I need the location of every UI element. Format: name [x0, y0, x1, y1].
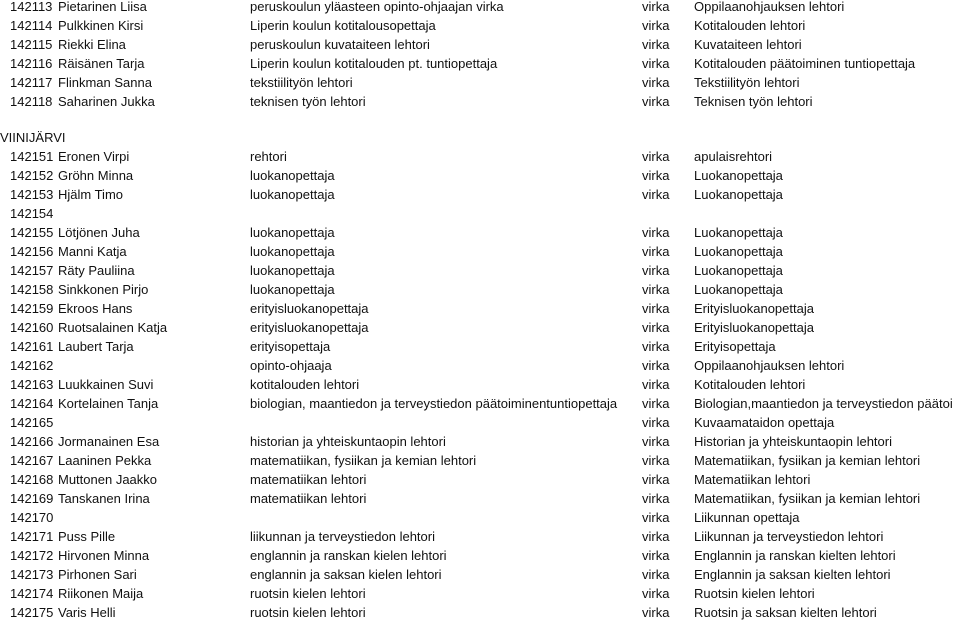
position-id-cell: 142115 — [10, 37, 53, 52]
position-id-cell: 142158 — [10, 282, 54, 297]
person-name-cell: Riikonen Maija — [58, 586, 144, 601]
position-id-cell: 142171 — [10, 529, 54, 544]
new-post-cell: Matematiikan, fysiikan ja kemian lehtori — [694, 491, 921, 506]
current-title-cell: luokanopettaja — [250, 244, 335, 259]
position-id-cell: 142154 — [10, 206, 54, 221]
new-post-cell: Biologian,maantiedon ja terveystiedon päätoi — [694, 396, 953, 411]
person-name-cell: Eronen Virpi — [58, 149, 130, 164]
current-title-cell: erityisopettaja — [250, 339, 331, 354]
table-row — [0, 73, 960, 92]
position-id-cell: 142172 — [10, 548, 54, 563]
position-id-cell: 142117 — [10, 75, 53, 90]
table-row — [0, 356, 960, 375]
table-row — [0, 280, 960, 299]
employment-type-cell: virka — [642, 225, 670, 240]
current-title-cell: kotitalouden lehtori — [250, 377, 360, 392]
new-post-cell: Englannin ja saksan kielten lehtori — [694, 567, 891, 582]
new-post-cell: Teknisen työn lehtori — [694, 94, 813, 109]
person-name-cell: Ekroos Hans — [58, 301, 133, 316]
position-id-cell: 142113 — [10, 0, 53, 14]
employment-type-cell: virka — [642, 472, 670, 487]
current-title-cell: liikunnan ja terveystiedon lehtori — [250, 529, 435, 544]
employment-type-cell: virka — [642, 586, 670, 601]
position-id-cell: 142170 — [10, 510, 54, 525]
new-post-cell: Historian ja yhteiskuntaopin lehtori — [694, 434, 892, 449]
new-post-cell: Ruotsin ja saksan kielten lehtori — [694, 605, 877, 620]
position-id-cell: 142167 — [10, 453, 54, 468]
employment-type-cell: virka — [642, 168, 670, 183]
new-post-cell: Luokanopettaja — [694, 282, 783, 297]
person-name-cell: Luukkainen Suvi — [58, 377, 154, 392]
current-title-cell: rehtori — [250, 149, 287, 164]
new-post-cell: Luokanopettaja — [694, 263, 783, 278]
person-name-cell: Jormanainen Esa — [58, 434, 160, 449]
new-post-cell: Ruotsin kielen lehtori — [694, 586, 815, 601]
new-post-cell: Matematiikan, fysiikan ja kemian lehtori — [694, 453, 921, 468]
position-id-cell: 142156 — [10, 244, 54, 259]
employment-type-cell: virka — [642, 605, 670, 620]
current-title-cell: matematiikan lehtori — [250, 472, 367, 487]
new-post-cell: Englannin ja ranskan kielten lehtori — [694, 548, 896, 563]
person-name-cell: Muttonen Jaakko — [58, 472, 158, 487]
current-title-cell: erityisluokanopettaja — [250, 301, 369, 316]
table-row — [0, 394, 960, 413]
person-name-cell: Pirhonen Sari — [58, 567, 137, 582]
current-title-cell: Liperin koulun kotitalousopettaja — [250, 18, 436, 33]
table-row — [0, 470, 960, 489]
current-title-cell: luokanopettaja — [250, 187, 335, 202]
current-title-cell: teknisen työn lehtori — [250, 94, 366, 109]
position-id-cell: 142165 — [10, 415, 54, 430]
employment-type-cell: virka — [642, 282, 670, 297]
person-name-cell: Laubert Tarja — [58, 339, 134, 354]
person-name-cell: Räty Pauliina — [58, 263, 135, 278]
employment-type-cell: virka — [642, 0, 670, 14]
employment-type-cell: virka — [642, 56, 670, 71]
employment-type-cell: virka — [642, 510, 670, 525]
employment-type-cell: virka — [642, 339, 670, 354]
current-title-cell: biologian, maantiedon ja terveystiedon päätoiminentuntiopettaja — [250, 396, 618, 411]
person-name-cell: Saharinen Jukka — [58, 94, 155, 109]
table-row — [0, 261, 960, 280]
new-post-cell: Kuvataiteen lehtori — [694, 37, 802, 52]
table-row — [0, 337, 960, 356]
person-name-cell: Kortelainen Tanja — [58, 396, 159, 411]
position-id-cell: 142162 — [10, 358, 54, 373]
current-title-cell: peruskoulun yläasteen opinto-ohjaajan virka — [250, 0, 504, 14]
position-id-cell: 142174 — [10, 586, 54, 601]
table-row — [0, 508, 960, 527]
position-id-cell: 142163 — [10, 377, 54, 392]
employment-type-cell: virka — [642, 18, 670, 33]
new-post-cell: Liikunnan opettaja — [694, 510, 800, 525]
current-title-cell: matematiikan, fysiikan ja kemian lehtori — [250, 453, 477, 468]
employment-type-cell: virka — [642, 149, 670, 164]
new-post-cell: Luokanopettaja — [694, 168, 783, 183]
table-row — [0, 584, 960, 603]
table-row — [0, 489, 960, 508]
person-name-cell: Manni Katja — [58, 244, 127, 259]
employment-type-cell: virka — [642, 37, 670, 52]
table-row — [0, 16, 960, 35]
person-name-cell: Gröhn Minna — [58, 168, 134, 183]
new-post-cell: Kuvaamataidon opettaja — [694, 415, 835, 430]
new-post-cell: Kotitalouden lehtori — [694, 18, 806, 33]
employment-type-cell: virka — [642, 358, 670, 373]
table-row — [0, 204, 960, 223]
current-title-cell: opinto-ohjaaja — [250, 358, 332, 373]
section-heading: VIINIJÄRVI — [0, 130, 66, 145]
new-post-cell: Erityisluokanopettaja — [694, 320, 814, 335]
position-id-cell: 142114 — [10, 18, 53, 33]
table-row — [0, 432, 960, 451]
table-row — [0, 318, 960, 337]
position-id-cell: 142160 — [10, 320, 54, 335]
table-row — [0, 185, 960, 204]
person-name-cell: Varis Helli — [58, 605, 116, 620]
employment-type-cell: virka — [642, 415, 670, 430]
person-name-cell: Räisänen Tarja — [58, 56, 145, 71]
employment-type-cell: virka — [642, 94, 670, 109]
new-post-cell: Oppilaanohjauksen lehtori — [694, 358, 845, 373]
employment-type-cell: virka — [642, 75, 670, 90]
new-post-cell: Luokanopettaja — [694, 225, 783, 240]
table-row — [0, 299, 960, 318]
position-id-cell: 142116 — [10, 56, 53, 71]
person-name-cell: Sinkkonen Pirjo — [58, 282, 149, 297]
current-title-cell: luokanopettaja — [250, 168, 335, 183]
position-id-cell: 142173 — [10, 567, 54, 582]
position-id-cell: 142169 — [10, 491, 54, 506]
position-id-cell: 142157 — [10, 263, 54, 278]
person-name-cell: Pietarinen Liisa — [58, 0, 147, 14]
employment-type-cell: virka — [642, 529, 670, 544]
current-title-cell: erityisluokanopettaja — [250, 320, 369, 335]
table-row — [0, 166, 960, 185]
current-title-cell: luokanopettaja — [250, 263, 335, 278]
position-id-cell: 142155 — [10, 225, 54, 240]
current-title-cell: ruotsin kielen lehtori — [250, 605, 366, 620]
employment-type-cell: virka — [642, 434, 670, 449]
person-name-cell: Lötjönen Juha — [58, 225, 140, 240]
new-post-cell: Matematiikan lehtori — [694, 472, 811, 487]
table-row — [0, 0, 960, 16]
table-row — [0, 375, 960, 394]
person-name-cell: Puss Pille — [58, 529, 116, 544]
table-row — [0, 223, 960, 242]
employment-type-cell: virka — [642, 548, 670, 563]
new-post-cell: Tekstiilityön lehtori — [694, 75, 800, 90]
person-name-cell: Ruotsalainen Katja — [58, 320, 168, 335]
position-id-cell: 142159 — [10, 301, 54, 316]
employment-type-cell: virka — [642, 244, 670, 259]
employment-type-cell: virka — [642, 491, 670, 506]
current-title-cell: historian ja yhteiskuntaopin lehtori — [250, 434, 446, 449]
table-row — [0, 565, 960, 584]
table-row — [0, 242, 960, 261]
position-id-cell: 142166 — [10, 434, 54, 449]
new-post-cell: Erityisluokanopettaja — [694, 301, 814, 316]
current-title-cell: englannin ja saksan kielen lehtori — [250, 567, 442, 582]
person-name-cell: Hirvonen Minna — [58, 548, 150, 563]
new-post-cell: apulaisrehtori — [694, 149, 773, 164]
table-row — [0, 35, 960, 54]
position-id-cell: 142168 — [10, 472, 54, 487]
table-row — [0, 546, 960, 565]
current-title-cell: Liperin koulun kotitalouden pt. tuntiopettaja — [250, 56, 498, 71]
new-post-cell: Erityisopettaja — [694, 339, 776, 354]
person-name-cell: Riekki Elina — [58, 37, 126, 52]
current-title-cell: englannin ja ranskan kielen lehtori — [250, 548, 447, 563]
new-post-cell: Kotitalouden päätoiminen tuntiopettaja — [694, 56, 916, 71]
person-name-cell: Tanskanen Irina — [58, 491, 150, 506]
new-post-cell: Luokanopettaja — [694, 187, 783, 202]
current-title-cell: luokanopettaja — [250, 225, 335, 240]
position-id-cell: 142175 — [10, 605, 54, 620]
current-title-cell: ruotsin kielen lehtori — [250, 586, 366, 601]
current-title-cell: tekstiilityön lehtori — [250, 75, 353, 90]
table-row — [0, 527, 960, 546]
current-title-cell: peruskoulun kuvataiteen lehtori — [250, 37, 430, 52]
employment-type-cell: virka — [642, 301, 670, 316]
position-id-cell: 142164 — [10, 396, 54, 411]
new-post-cell: Liikunnan ja terveystiedon lehtori — [694, 529, 884, 544]
position-id-cell: 142152 — [10, 168, 54, 183]
person-name-cell: Laaninen Pekka — [58, 453, 152, 468]
person-name-cell: Flinkman Sanna — [58, 75, 152, 90]
employment-type-cell: virka — [642, 396, 670, 411]
position-id-cell: 142151 — [10, 149, 54, 164]
employment-type-cell: virka — [642, 377, 670, 392]
employment-type-cell: virka — [642, 320, 670, 335]
table-row — [0, 147, 960, 166]
position-id-cell: 142153 — [10, 187, 54, 202]
table-row — [0, 413, 960, 432]
current-title-cell: matematiikan lehtori — [250, 491, 367, 506]
new-post-cell: Oppilaanohjauksen lehtori — [694, 0, 845, 14]
new-post-cell: Kotitalouden lehtori — [694, 377, 806, 392]
position-id-cell: 142118 — [10, 94, 53, 109]
employment-type-cell: virka — [642, 453, 670, 468]
position-id-cell: 142161 — [10, 339, 54, 354]
table-row — [0, 54, 960, 73]
person-name-cell: Pulkkinen Kirsi — [58, 18, 144, 33]
current-title-cell: luokanopettaja — [250, 282, 335, 297]
table-row — [0, 451, 960, 470]
employment-type-cell: virka — [642, 263, 670, 278]
person-name-cell: Hjälm Timo — [58, 187, 124, 202]
table-row — [0, 603, 960, 622]
employment-type-cell: virka — [642, 187, 670, 202]
table-row — [0, 92, 960, 111]
employment-type-cell: virka — [642, 567, 670, 582]
new-post-cell: Luokanopettaja — [694, 244, 783, 259]
